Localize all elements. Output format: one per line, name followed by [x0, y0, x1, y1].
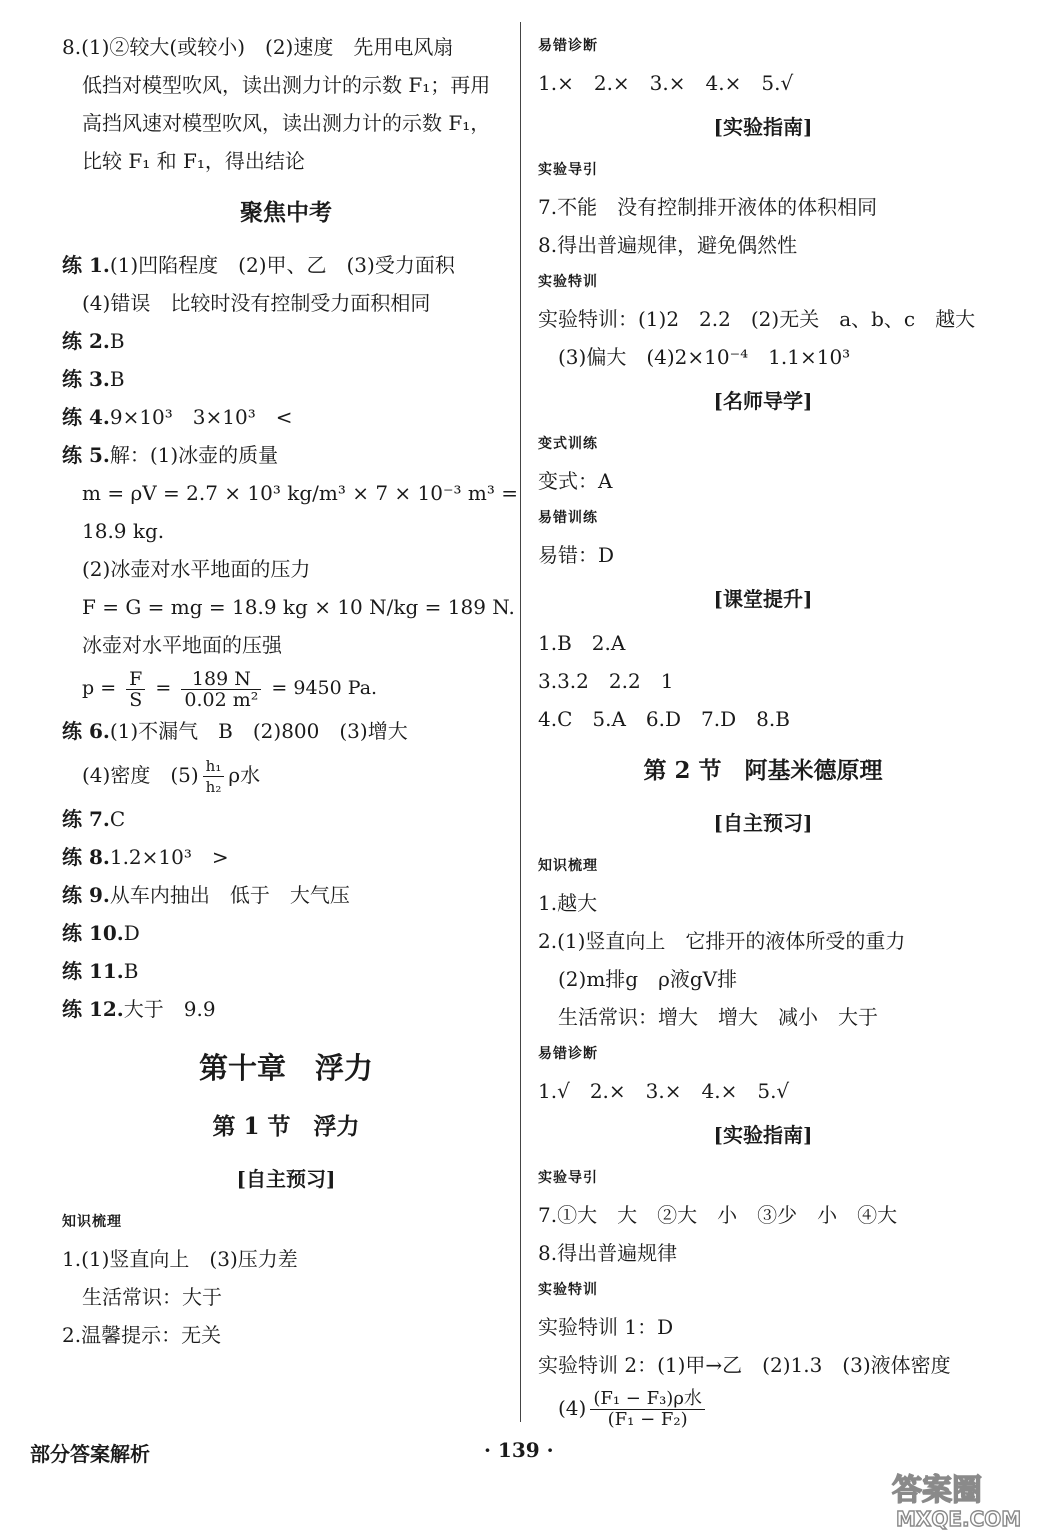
exercise-answer: B — [123, 959, 139, 983]
answer-line: 1.× 2.× 3.× 4.× 5.√ — [538, 71, 794, 95]
exercise-label: 练 5. — [62, 443, 110, 467]
subheading: 变式训练 — [538, 436, 598, 452]
answer-line: 18.9 kg. — [82, 519, 165, 543]
exercise-label: 练 7. — [62, 807, 110, 831]
exercise-answer: 从车内抽出 低于 大气压 — [109, 883, 350, 907]
formula-text: ρ水 — [228, 763, 261, 787]
answer-line: 2.(1)竖直向上 它排开的液体所受的重力 — [538, 929, 906, 953]
exercise-line — [62, 876, 510, 914]
answer-line: 高挡风速对模型吹风，读出测力计的示数 F₁， — [82, 111, 491, 135]
answer-line: (3)偏大 (4)2×10⁻⁴ 1.1×10³ — [558, 345, 851, 369]
exercise-label: 练 4. — [62, 405, 110, 429]
answer-line: F = G = mg = 18.9 kg × 10 N/kg = 189 N. — [82, 595, 515, 619]
subheading: 易错训练 — [538, 510, 598, 526]
answer-line: 实验特训 1：D — [538, 1315, 674, 1339]
denominator: S — [129, 688, 143, 711]
page-number: · 139 · — [484, 1438, 554, 1462]
answer-line: (4)错误 比较时没有控制受力面积相同 — [82, 291, 431, 315]
answer-line: 1.越大 — [538, 891, 598, 915]
answer-line: (2)冰壶对水平地面的压力 — [82, 557, 311, 581]
watermark-top: 答案圈 — [892, 1473, 982, 1508]
exercise-line — [62, 436, 510, 474]
exercise-answer: D — [123, 921, 140, 945]
exercise-line — [62, 990, 510, 1028]
answer-line: 生活常识：大于 — [82, 1285, 222, 1309]
answer-line: 8.(1)②较大(或较小) (2)速度 先用电风扇 — [62, 35, 454, 59]
exercise-answer: 大于 9.9 — [123, 997, 216, 1021]
exercise-answer: C — [109, 807, 126, 831]
fraction — [126, 669, 145, 710]
exercise-answer: 解：(1)冰壶的质量 — [109, 443, 279, 467]
exercise-label: 练 8. — [62, 845, 110, 869]
section-title: 聚焦中考 — [240, 199, 332, 226]
section-title: 第 1 节 浮力 — [212, 1113, 360, 1140]
answer-line: 变式：A — [538, 469, 613, 493]
bracket-heading: [自主预习] — [713, 811, 813, 835]
exercise-label: 练 2. — [62, 329, 110, 353]
exercise-label: 练 1. — [62, 253, 110, 277]
exercise-label: 练 10. — [62, 921, 124, 945]
subheading: 知识梳理 — [62, 1214, 122, 1230]
bracket-heading: [实验指南] — [713, 1123, 813, 1147]
answer-line: 低挡对模型吹风，读出测力计的示数 F₁；再用 — [82, 73, 491, 97]
numerator: h₁ — [203, 756, 225, 777]
exercise-line — [62, 398, 510, 436]
formula-text: = — [155, 677, 172, 699]
subheading: 易错诊断 — [538, 1046, 598, 1062]
subheading: 实验导引 — [538, 162, 598, 178]
pressure-formula — [62, 664, 510, 712]
numerator: (F₁ − F₃)ρ水 — [590, 1389, 705, 1410]
exercise-label: 练 3. — [62, 367, 110, 391]
answer-line: 7.①大 大 ②大 小 ③少 小 ④大 — [538, 1203, 898, 1227]
formula-text: p = — [82, 677, 117, 699]
chapter-title: 第十章 浮力 — [198, 1051, 373, 1085]
answer-line: 1.√ 2.× 3.× 4.× 5.√ — [538, 1079, 790, 1103]
bracket-heading: [名师导学] — [713, 389, 813, 413]
subheading: 实验特训 — [538, 1282, 598, 1298]
bracket-heading: [自主预习] — [236, 1167, 336, 1191]
exercise-answer: (1)凹陷程度 (2)甲、乙 (3)受力面积 — [109, 253, 455, 277]
subheading: 易错诊断 — [538, 38, 598, 54]
left-column — [62, 28, 519, 1354]
denominator: 0.02 m² — [184, 688, 259, 711]
exercise-line — [62, 712, 510, 750]
answer-line: 7.不能 没有控制排开液体的体积相同 — [538, 195, 878, 219]
subheading: 实验导引 — [538, 1170, 598, 1186]
answer-line: 3.3.2 2.2 1 — [538, 669, 674, 693]
answer-line: 8.得出普遍规律 — [538, 1241, 678, 1265]
fraction — [590, 1389, 705, 1430]
section-title: 第 2 节 阿基米德原理 — [643, 757, 883, 784]
answer-line: 易错：D — [538, 543, 615, 567]
exercise-label: 练 9. — [62, 883, 110, 907]
exercise-line — [62, 322, 510, 360]
exercise-answer: (1)不漏气 B (2)800 (3)增大 — [109, 719, 408, 743]
denominator: h₂ — [205, 778, 222, 796]
exercise-line — [62, 800, 510, 838]
answer-line: 生活常识：增大 增大 减小 大于 — [558, 1005, 878, 1029]
exercise-line — [62, 246, 510, 284]
answer-line: 1.(1)竖直向上 (3)压力差 — [62, 1247, 298, 1271]
answer-line: 4.C 5.A 6.D 7.D 8.B — [538, 707, 790, 731]
formula-text: = 9450 Pa. — [271, 677, 378, 699]
watermark-logo — [888, 1468, 1030, 1532]
answer-line: 2.温馨提示：无关 — [62, 1323, 222, 1347]
answer-line: m = ρV = 2.7 × 10³ kg/m³ × 7 × 10⁻³ m³ = — [82, 481, 519, 505]
subheading: 实验特训 — [538, 274, 598, 290]
density-formula — [62, 750, 510, 800]
answer-line: 实验特训 2：(1)甲→乙 (2)1.3 (3)液体密度 — [538, 1353, 951, 1377]
exercise-line — [62, 914, 510, 952]
exercise-label: 练 11. — [62, 959, 124, 983]
buoyancy-formula — [538, 1384, 988, 1432]
watermark-bottom: MXQE.COM — [896, 1507, 1022, 1531]
right-column — [538, 28, 988, 1432]
answer-line: 8.得出普遍规律，避免偶然性 — [538, 233, 798, 257]
denominator: (F₁ − F₂) — [607, 1409, 688, 1430]
answer-line: 冰壶对水平地面的压强 — [82, 633, 282, 657]
bracket-heading: [实验指南] — [713, 115, 813, 139]
formula-text: (4)密度 (5) — [82, 763, 199, 787]
exercise-line — [62, 360, 510, 398]
subheading: 知识梳理 — [538, 858, 598, 874]
exercise-line — [62, 838, 510, 876]
footer-title: 部分答案解析 — [30, 1442, 150, 1466]
fraction — [203, 756, 225, 797]
formula-text: (4) — [558, 1396, 587, 1420]
fraction — [181, 669, 261, 710]
exercise-answer: 9×10³ 3×10³ < — [109, 405, 293, 429]
column-divider — [520, 22, 521, 1422]
exercise-answer: 1.2×10³ > — [109, 845, 229, 869]
answer-line: (2)m排g ρ液gV排 — [558, 967, 738, 991]
exercise-label: 练 6. — [62, 719, 110, 743]
answer-line: 比较 F₁ 和 F₁，得出结论 — [82, 149, 305, 173]
exercise-label: 练 12. — [62, 997, 124, 1021]
exercise-answer: B — [109, 329, 125, 353]
answer-line: 实验特训：(1)2 2.2 (2)无关 a、b、c 越大 — [538, 307, 976, 331]
exercise-answer: B — [109, 367, 125, 391]
exercise-line — [62, 952, 510, 990]
bracket-heading: [课堂提升] — [713, 587, 813, 611]
answer-line: 1.B 2.A — [538, 631, 626, 655]
numerator: 189 N — [181, 669, 261, 690]
numerator: F — [126, 669, 145, 690]
